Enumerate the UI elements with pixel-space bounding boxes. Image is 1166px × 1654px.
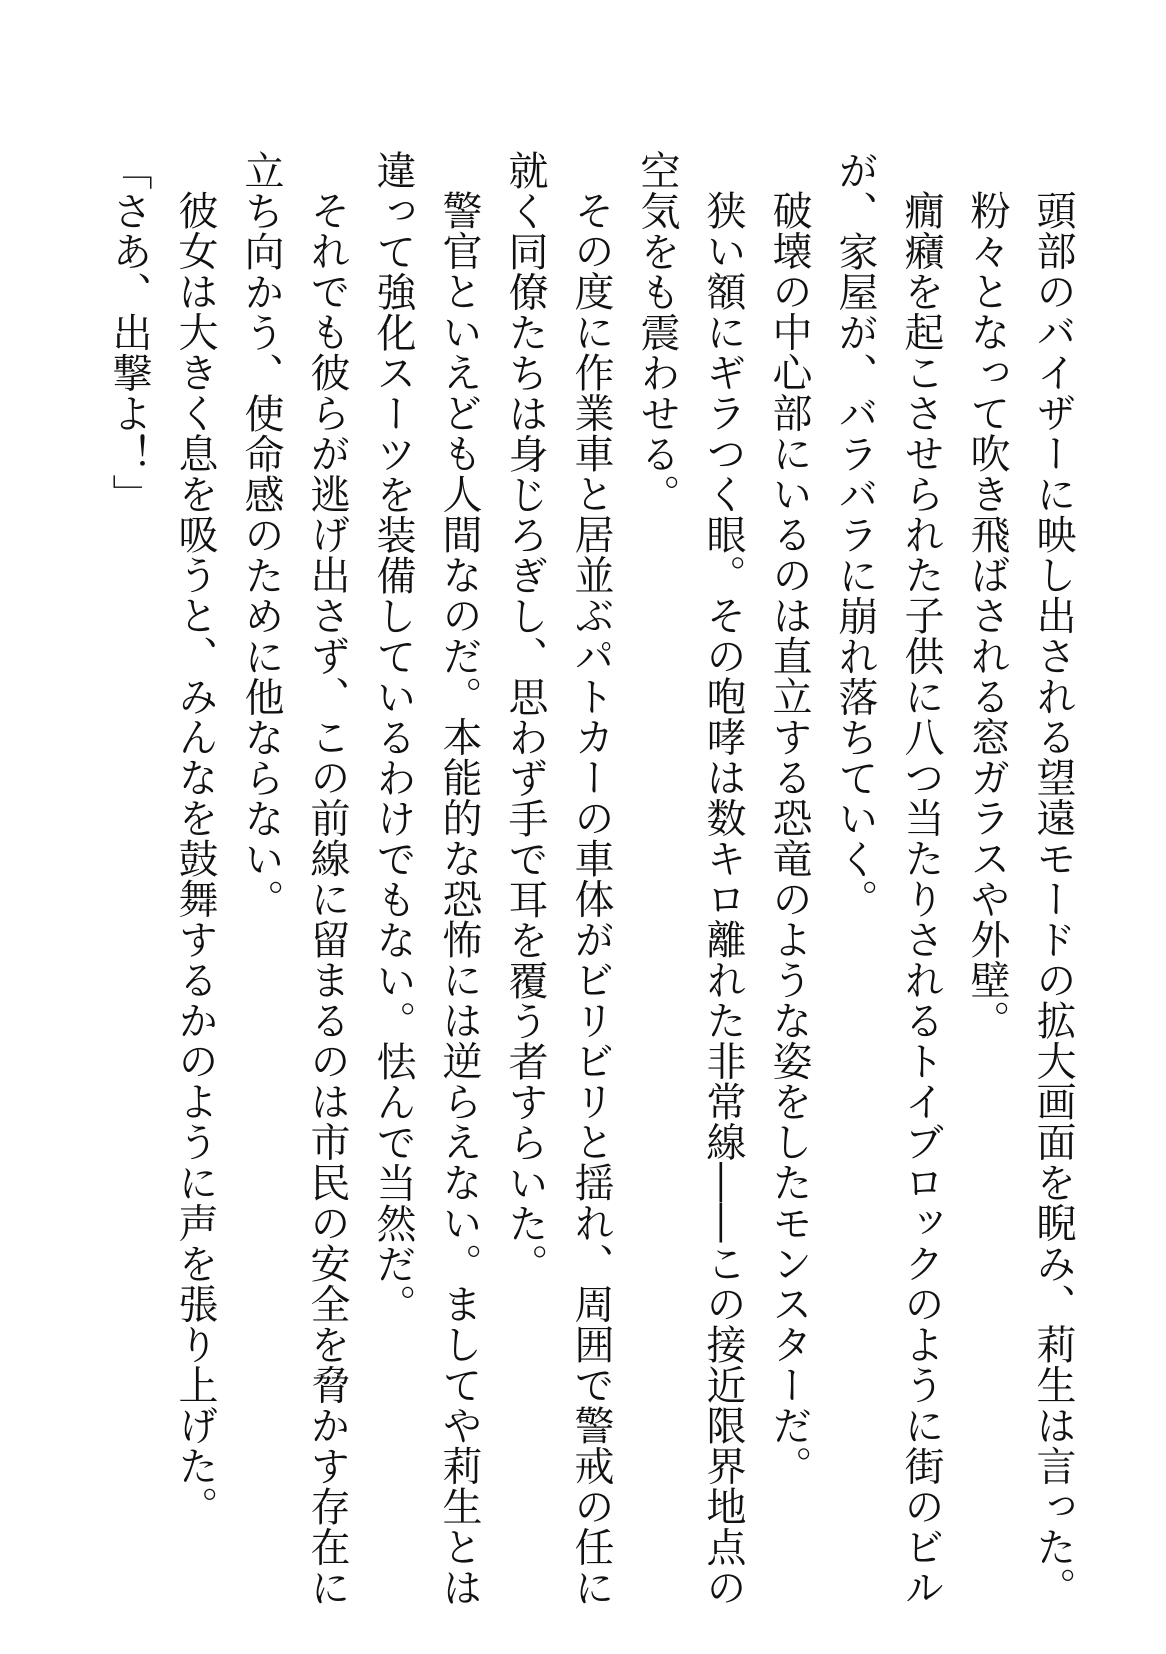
text-line: が、家屋が、バラバラに崩れ落ちていく。 <box>832 150 878 920</box>
text-line: 破壊の中心部にいるのは直立する恐竜のような姿をしたモンスターだ。 <box>766 190 812 1486</box>
text-line: 粉々となって吹き飛ばされる窓ガラスや外壁。 <box>964 190 1010 1041</box>
text-line: 癇癪を起こさせられた子供に八つ当たりされるトイブロックのように街のビル <box>898 190 944 1608</box>
text-line: 立ち向かう、使命感のために他ならない。 <box>238 150 284 920</box>
text-line: 就く同僚たちは身じろぎし、思わず手で耳を覆う者すらいた。 <box>502 150 548 1284</box>
text-line: 空気をも震わせる。 <box>634 150 680 515</box>
text-line: 「さあ、出撃よ！」 <box>106 150 152 515</box>
text-line: 違って強化スーツを装備しているわけでもない。怯んで当然だ。 <box>370 150 416 1325</box>
text-line: 頭部のバイザーに映し出される望遠モードの拡大画面を睨み、莉生は言った。 <box>1030 190 1076 1608</box>
text-line: その度に作業車と居並ぶパトカーの車体がビリビリと揺れ、周囲で警戒の任に <box>568 190 614 1608</box>
text-line: 警官といえども人間なのだ。本能的な恐怖には逆らえない。ましてや莉生とは <box>436 190 482 1608</box>
novel-text-body <box>96 150 1086 1608</box>
text-line: 彼女は大きく息を吸うと、みんなを鼓舞するかのように声を張り上げた。 <box>172 190 218 1527</box>
text-line: 狭い額にギラつく眼。その咆哮は数キロ離れた非常線――この接近限界地点の <box>700 190 746 1608</box>
text-line: それでも彼らが逃げ出さず、この前線に留まるのは市民の安全を脅かす存在に <box>304 190 350 1608</box>
